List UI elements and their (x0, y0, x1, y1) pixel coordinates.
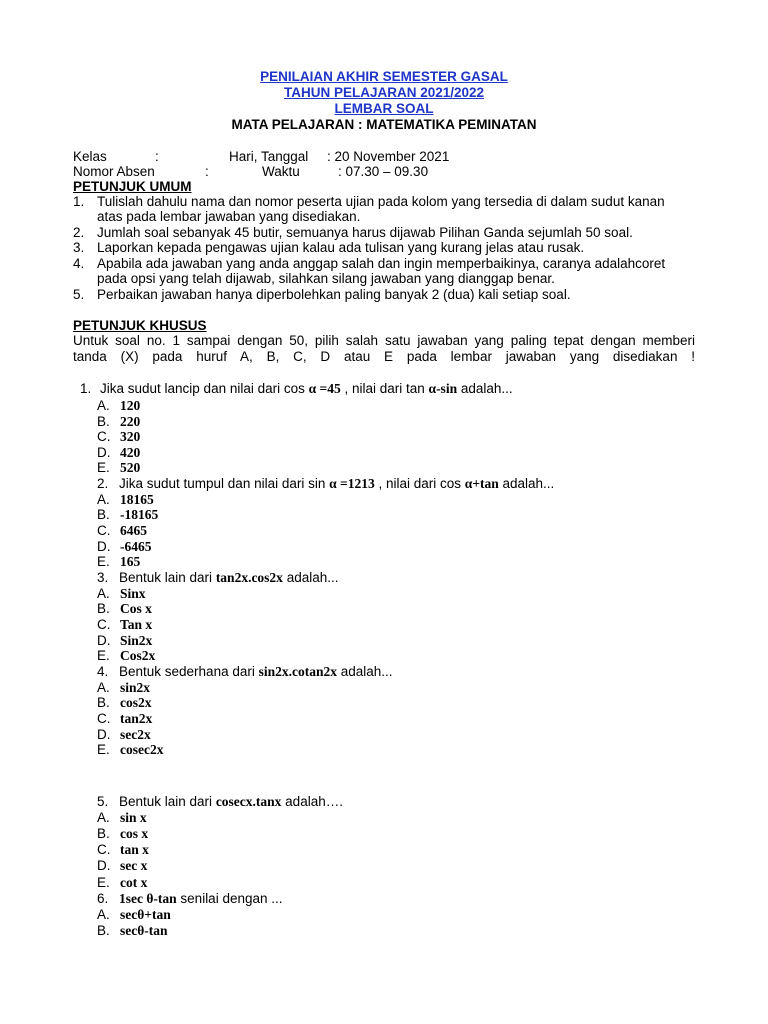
option-letter: D. (97, 445, 111, 460)
option-value: sec2x (120, 727, 151, 742)
option-value: Sinx (120, 586, 146, 601)
option-letter: D. (97, 727, 111, 742)
option-letter: A. (97, 810, 110, 825)
question-number: 5. (97, 794, 109, 809)
subject-title: MATA PELAJARAN : MATEMATIKA PEMINATAN (231, 117, 537, 132)
option-letter: C. (97, 842, 111, 857)
option-letter: E. (97, 875, 110, 890)
option-value: 165 (120, 554, 141, 569)
umum-item-number: 4. (73, 256, 85, 271)
option-letter: C. (97, 429, 111, 444)
waktu-label: Waktu (262, 164, 300, 179)
question-text: Bentuk lain dari tan2x.cos2x adalah... (119, 570, 339, 585)
option-letter: E. (97, 742, 110, 757)
question-text: Bentuk lain dari cosecx.tanx adalah…. (119, 794, 343, 809)
question-number: 3. (97, 570, 109, 585)
nomor-absen-colon: : (205, 164, 209, 179)
umum-item-number: 5. (73, 287, 85, 302)
petunjuk-khusus-title: PETUNJUK KHUSUS (73, 318, 207, 333)
option-letter: E. (97, 554, 110, 569)
option-value: cos x (120, 826, 149, 841)
question-text: Jika sudut tumpul dan nilai dari sin α =1213 , nilai dari cos α+tan adalah... (119, 476, 555, 491)
option-value: tan2x (120, 711, 153, 726)
option-value: cosec2x (120, 742, 164, 757)
option-value: 6465 (120, 523, 147, 538)
option-letter: E. (97, 648, 110, 663)
umum-item-text: Tulislah dahulu nama dan nomor peserta ujian pada kolom yang tersedia di dalam sudut kanan (97, 194, 665, 209)
option-letter: B. (97, 507, 110, 522)
option-value: 120 (120, 398, 141, 413)
option-letter: A. (97, 586, 110, 601)
option-letter: A. (97, 680, 110, 695)
option-letter: B. (97, 414, 110, 429)
question-number: 2. (97, 476, 109, 491)
option-value: Tan x (120, 617, 153, 632)
option-value: sin2x (120, 680, 151, 695)
option-value: 520 (120, 460, 141, 475)
option-letter: B. (97, 601, 110, 616)
kelas-label: Kelas (73, 149, 107, 164)
option-letter: A. (97, 398, 110, 413)
option-letter: B. (97, 826, 110, 841)
option-letter: C. (97, 711, 111, 726)
option-letter: B. (97, 695, 110, 710)
umum-item-text: atas pada lembar jawaban yang disediakan. (97, 209, 361, 224)
option-letter: A. (97, 492, 110, 507)
option-value: sec x (120, 858, 148, 873)
question-text: 1sec θ-tan senilai dengan ... (119, 891, 283, 906)
option-value: Cos2x (120, 648, 156, 663)
khusus-text: tanda (X) pada huruf A, B, C, D atau E pada lembar jawaban yang disediakan ! (73, 349, 695, 364)
waktu-value: : 07.30 – 09.30 (338, 164, 429, 179)
hari-tanggal-label: Hari, Tanggal (229, 149, 309, 164)
umum-item-text: Apabila ada jawaban yang anda anggap salah dan ingin memperbaikinya, caranya adalahcoret (97, 256, 666, 271)
option-letter: D. (97, 633, 111, 648)
khusus-text: Untuk soal no. 1 sampai dengan 50, pilih salah satu jawaban yang paling tepat dengan memberi (73, 333, 695, 348)
option-letter: A. (97, 907, 110, 922)
question-number: 1. (80, 381, 92, 396)
school-year: TAHUN PELAJARAN 2021/2022 (283, 85, 485, 100)
option-value: 18165 (120, 492, 154, 507)
option-value: Sin2x (120, 633, 153, 648)
option-value: secθ-tan (120, 923, 168, 938)
question-number: 6. (97, 891, 109, 906)
question-number: 4. (97, 664, 109, 679)
option-value: secθ+tan (120, 907, 171, 922)
petunjuk-umum-title: PETUNJUK UMUM (73, 179, 192, 194)
option-value: cot x (120, 875, 148, 890)
umum-item-text: Laporkan kepada pengawas ujian kalau ada tulisan yang kurang jelas atau rusak. (97, 240, 585, 255)
option-letter: E. (97, 460, 110, 475)
nomor-absen-label: Nomor Absen (73, 164, 155, 179)
option-value: Cos x (120, 601, 152, 616)
option-letter: C. (97, 617, 111, 632)
hari-tanggal-value: : 20 November 2021 (327, 149, 450, 164)
umum-item-text: Perbaikan jawaban hanya diperbolehkan paling banyak 2 (dua) kali setiap soal. (97, 287, 571, 302)
option-value: 420 (120, 445, 141, 460)
umum-item-number: 1. (73, 194, 85, 209)
umum-item-number: 3. (73, 240, 85, 255)
umum-item-text: pada opsi yang telah dijawab, silahkan silang jawaban yang dianggap benar. (97, 271, 555, 286)
option-value: cos2x (120, 695, 152, 710)
exam-title: PENILAIAN AKHIR SEMESTER GASAL (260, 69, 508, 84)
umum-item-number: 2. (73, 225, 85, 240)
option-value: 320 (120, 429, 141, 444)
option-value: 220 (120, 414, 141, 429)
option-letter: C. (97, 523, 111, 538)
option-value: sin x (120, 810, 147, 825)
umum-item-text: Jumlah soal sebanyak 45 butir, semuanya harus dijawab Pilihan Ganda sejumlah 50 soal. (97, 225, 633, 240)
option-value: tan x (120, 842, 149, 857)
sheet-title: LEMBAR SOAL (334, 101, 434, 116)
option-value: -18165 (120, 507, 159, 522)
question-text: Jika sudut lancip dan nilai dari cos α =45 , nilai dari tan α-sin adalah... (100, 381, 513, 396)
option-value: -6465 (120, 539, 152, 554)
option-letter: D. (97, 858, 111, 873)
option-letter: B. (97, 923, 110, 938)
option-letter: D. (97, 539, 111, 554)
question-text: Bentuk sederhana dari sin2x.cotan2x adalah... (119, 664, 393, 679)
kelas-colon: : (155, 149, 159, 164)
